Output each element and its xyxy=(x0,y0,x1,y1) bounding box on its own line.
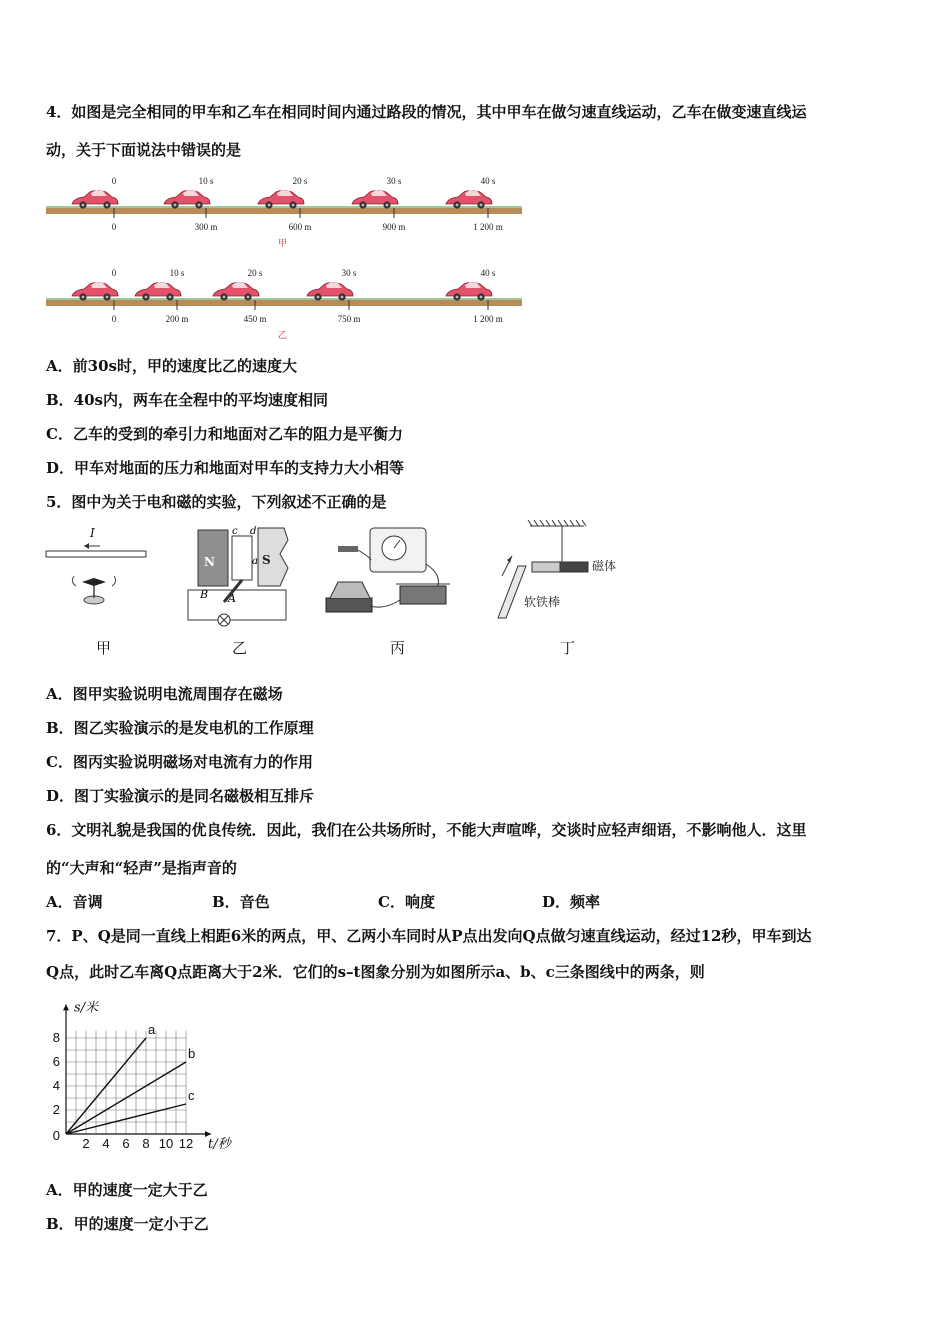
x-tick-label: 8 xyxy=(142,1136,150,1151)
x-tick-label: 4 xyxy=(102,1136,110,1151)
x-tick-label: 12 xyxy=(178,1136,194,1151)
y-tick-label: 4 xyxy=(52,1078,60,1093)
fig-yi xyxy=(188,526,288,626)
q4-stem-line2: 动，关于下面说法中错误的是 xyxy=(46,141,242,159)
label-c: c xyxy=(232,526,238,537)
q6-stem-line1: 6．文明礼貌是我国的优良传统．因此，我们在公共场所时，不能大声喧哗，交谈时应轻声细语，不影响他人．这里 xyxy=(46,821,807,839)
rheostat xyxy=(400,586,446,604)
x-axis-label: t/秒 xyxy=(208,1137,231,1152)
yi-distance-4: 1 200 m xyxy=(473,314,503,324)
horseshoe-magnet xyxy=(326,598,372,612)
label-B: B xyxy=(200,588,209,601)
jia-distance-4: 1 200 m xyxy=(473,222,503,232)
fig-ding xyxy=(498,520,616,618)
fig-label-ding: 丁 xyxy=(560,639,576,657)
q6-option-d: D．频率 xyxy=(542,893,601,911)
soft-iron-rod xyxy=(498,566,526,618)
q6-option-b: B．音色 xyxy=(212,893,270,911)
x-tick-label: 10 xyxy=(158,1136,174,1151)
yi-distance-3: 750 m xyxy=(337,314,361,324)
jia-time-1: 10 s xyxy=(198,176,214,186)
yi-car-2-icon xyxy=(213,282,259,301)
yi-time-4: 40 s xyxy=(480,268,496,278)
yi-car-3-icon xyxy=(307,282,353,301)
label-a-small: a xyxy=(252,556,258,567)
fig-label-bing: 丙 xyxy=(390,639,406,657)
series-label-b: b xyxy=(188,1046,196,1061)
q4-figure xyxy=(44,172,524,342)
jia-distance-1: 300 m xyxy=(194,222,218,232)
yi-distance-0: 0 xyxy=(111,314,117,324)
road-jia xyxy=(46,208,522,214)
q7-stem-line1: 7．P、Q是同一直线上相距6米的两点，甲、乙两小车同时从P点出发向Q点做匀速直线运动，经过12秒，甲车到达 xyxy=(46,927,812,945)
q5-stem: 5．图中为关于电和磁的实验，下列叙述不正确的是 xyxy=(46,493,387,511)
rod-label: 软铁棒 xyxy=(524,595,561,609)
north-pole: N xyxy=(204,555,215,569)
fig-label-yi: 乙 xyxy=(232,639,248,657)
jia-time-3: 30 s xyxy=(386,176,402,186)
q5-option-a: A．图甲实验说明电流周围存在磁场 xyxy=(46,685,283,703)
x-tick-label: 2 xyxy=(82,1136,90,1151)
q4-option-a: A．前30s时，甲的速度比乙的速度大 xyxy=(46,357,297,375)
coil xyxy=(232,536,252,580)
jia-distance-2: 600 m xyxy=(288,222,312,232)
yi-car-4-icon xyxy=(446,282,492,301)
current-label: I xyxy=(90,526,95,540)
jia-car-4-icon xyxy=(446,190,492,209)
yi-distance-1: 200 m xyxy=(165,314,189,324)
yi-car-0-icon xyxy=(72,282,118,301)
yi-distance-2: 450 m xyxy=(243,314,267,324)
magnet-bar-right xyxy=(560,562,588,572)
y-tick-label: 2 xyxy=(52,1102,60,1117)
q5-option-b: B．图乙实验演示的是发电机的工作原理 xyxy=(46,719,314,737)
jia-car-1-icon xyxy=(164,190,210,209)
jia-car-0-icon xyxy=(72,190,118,209)
q4-stem-line1: 4．如图是完全相同的甲车和乙车在相同时间内通过路段的情况，其中甲车在做匀速直线运动，乙车在做变速直线运 xyxy=(46,103,807,121)
fig-bing xyxy=(326,528,450,612)
fig-label-jia: 甲 xyxy=(96,639,112,657)
label-jia: 甲 xyxy=(278,238,288,248)
road-yi xyxy=(46,300,522,306)
q4-option-b: B．40s内，两车在全程中的平均速度相同 xyxy=(46,391,328,409)
jia-car-2-icon xyxy=(258,190,304,209)
y-tick-label: 8 xyxy=(52,1030,60,1045)
q5-option-c: C．图丙实验说明磁场对电流有力的作用 xyxy=(46,753,313,771)
jia-distance-0: 0 xyxy=(111,222,117,232)
y-axis-label: s/米 xyxy=(74,1000,99,1016)
jia-distance-3: 900 m xyxy=(382,222,406,232)
q7-option-a: A．甲的速度一定大于乙 xyxy=(46,1181,208,1199)
q4-option-d: D．甲车对地面的压力和地面对甲车的支持力大小相等 xyxy=(46,459,405,477)
magnet-bar-left xyxy=(532,562,560,572)
jia-car-3-icon xyxy=(352,190,398,209)
yi-time-2: 20 s xyxy=(247,268,263,278)
yi-time-3: 30 s xyxy=(341,268,357,278)
jia-time-4: 40 s xyxy=(480,176,496,186)
yi-time-1: 10 s xyxy=(169,268,185,278)
label-yi: 乙 xyxy=(278,330,288,340)
series-label-c: c xyxy=(188,1088,195,1103)
x-tick-label: 6 xyxy=(122,1136,130,1151)
yi-time-0: 0 xyxy=(111,268,117,278)
q5-figure xyxy=(44,520,644,660)
q6-option-c: C．响度 xyxy=(378,893,435,911)
q5-option-d: D．图丁实验演示的是同名磁极相互排斥 xyxy=(46,787,315,805)
label-A: A xyxy=(228,592,236,605)
origin-label: 0 xyxy=(52,1128,60,1143)
q7-option-b: B．甲的速度一定小于乙 xyxy=(46,1215,209,1233)
compass-icon xyxy=(72,576,115,604)
q4-option-c: C．乙车的受到的牵引力和地面对乙车的阻力是平衡力 xyxy=(46,425,403,443)
fig-jia xyxy=(46,526,146,604)
magnet-label: 磁体 xyxy=(592,559,617,573)
q6-stem-line2: 的“大声和“轻声”是指声音的 xyxy=(46,859,237,877)
jia-time-0: 0 xyxy=(111,176,117,186)
q7-stem-line2: Q点，此时乙车离Q点距离大于2米．它们的s–t图象分别为如图所示a、b、c三条图线中的两条，则 xyxy=(46,963,705,981)
series-label-a: a xyxy=(148,1022,156,1037)
straight-wire xyxy=(46,551,146,557)
st-chart xyxy=(40,996,260,1156)
label-d: d xyxy=(250,526,257,537)
yi-car-1-icon xyxy=(135,282,181,301)
q6-option-a: A．音调 xyxy=(46,893,103,911)
south-pole: S xyxy=(262,553,271,567)
jia-time-2: 20 s xyxy=(292,176,308,186)
y-tick-label: 6 xyxy=(52,1054,60,1069)
